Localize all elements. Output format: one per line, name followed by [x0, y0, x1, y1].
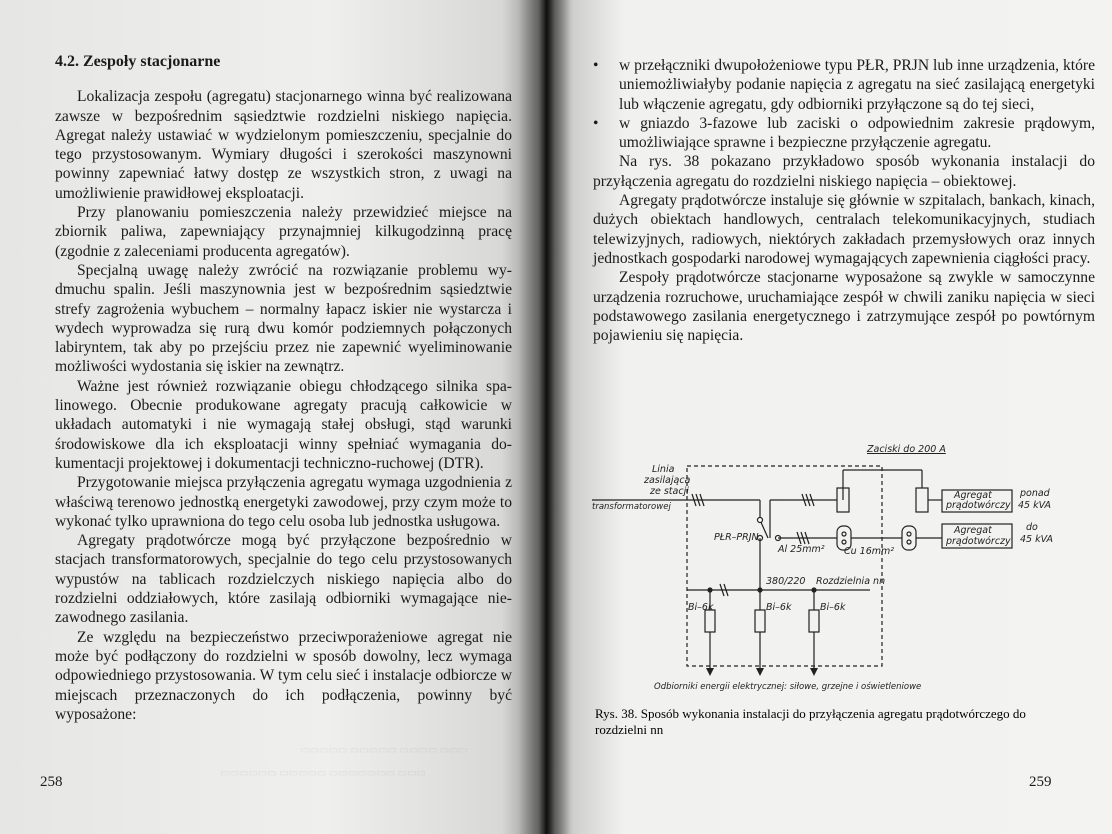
bullet-item: • w przełączniki dwupołożeniowe typu PŁR, PRJN lub inne urządzenia, które uniemożliwiałyby podanie napięcia z agregatu na sieć zasilającą energetyki lub włączenie agregatu, gdy odbiorniki przyłączone są do tej sieci, [593, 57, 1095, 113]
section-heading: 4.2. Zespoły stacjonarne [55, 53, 221, 70]
paragraph: Przygotowanie miejsca przyłączenia agregatu wymaga uzgodnienia z właściwą terenowo jednostką energetyki zawodowej, przy czym może to wykonać tylko uprawniona do tego celu osoba lub jednostka usługowa. [55, 474, 512, 530]
label-agregat-2a: Agregat [954, 525, 992, 536]
paragraph: Ze względu na bezpieczeństwo przeciwporażeniowe agregat nie może być podłączony do rozdzielni w sposób dowolny, lecz wymaga odpowiedniego przystosowania. W tym celu sieć i instalacje odbiorcze w miejscach przeznaczonych do ich podłączenia, powinny być wyposażone: [55, 628, 512, 723]
bullet-dot-icon: • [593, 57, 599, 74]
paragraph: Agregaty prądotwórcze mogą być przyłączone bezpośrednio w stacjach transformatorowych, specjalnie do tego celu przystosowanych wypustów na tablicach rozdzielczych niskiego napięcia albo do rozdzielni oddziałowych, które zasilają odbiorniki wymagające niezawodnego zasilania. [55, 532, 512, 627]
wiring-diagram [592, 442, 1052, 707]
right-page-text [593, 56, 1095, 345]
label-voltage: 380/220 [766, 576, 806, 587]
label-do: do [1026, 522, 1038, 533]
label-transformatorowej: transformatorowej [592, 502, 671, 512]
label-fuse-3: Bi–6k [820, 602, 846, 613]
left-page-text [55, 52, 512, 724]
label-fuse-2: Bi–6k [766, 602, 792, 613]
label-kva-2: 45 kVA [1020, 534, 1053, 545]
label-agregat-2b: prądotwórczy [946, 536, 1011, 547]
bullet-dot-icon: • [593, 114, 599, 132]
left-page: ▭▭▭▭▭ ▭▭▭▭▭ ▭▭▭▭ ▭▭▭ ▭▭▭▭▭▭ ▭▭▭▭▭ ▭▭▭▭▭▭▭ ▭▭▭ 4.2. Zespoły stacjonarne Lokalizacja zespołu (agregatu) stacjonarnego winna być realizowana zawsze w bezpośrednim sąsiedztwie rozdzielni niskiego napięcia. Agregat należy ustawiać w wydzielonym pomieszczeniu, specjalnie do tego przystosowanym. Wymiary długości i szerokości maszynowni powinny zapewniać łatwy dostęp ze wszystkich stron, z uwagi na umożliwienie prawidłowej eksploatacji. Przy planowaniu pomieszczenia należy przewidzieć miejsce na zbiornik paliwa, zapewniający przynajmniej kilkugodzinną pracę (zgodnie z zaleceniami producenta agregatów). Specjalną uwagę należy zwrócić na rozwiązanie problemu wydmuchu spalin. Jeśli maszynownia jest w bezpośrednim sąsiedztwie strefy zagrożenia wybuchem – normalny łapacz iskier nie wystarcza i wydech wyprowadza się rurą dwu komór podziemnych połączonych labiryntem, tak aby po przejściu przez nie zapewnić wyeliminowanie możliwości wydostania się iskier na zewnątrz. Ważne jest również rozwiązanie obiegu chłodzącego silnika spalinowego. Obecnie produkowane agregaty pracują całkowicie w układach automatyki i nie wymagają stałej obsługi, stąd warunki środowiskowe dla ich eksploatacji winny spełniać wymagania dokumentacji projektowej i dokumentacji techniczno-ruchowej (DTR). Przygotowanie miejsca przyłączenia agregatu wymaga uzgodnienia z właściwą terenowo jednostką energetyki zawodowej, przy czym może to wykonać tylko uprawniona do tego celu osoba lub jednostka usługowa. Agregaty prądotwórcze mogą być przyłączone bezpośrednio w stacjach transformatorowych, specjalnie do tego celu przystosowanych wypustów na tablicach rozdzielczych niskiego napięcia albo do rozdzielni oddziałowych, które zasilają odbiorniki wymagające niezawodnego zasilania. Ze względu na bezpieczeństwo przeciwporażeniowe agregat nie może być podłączony do rozdzielni w sposób dowolny, lecz wymaga odpowiedniego przystosowania. W tym celu sieć i instalacje odbiorcze w miejscach przeznaczonych do ich podłączenia, powinny być wyposażone: 258 [0, 0, 545, 834]
label-agregat-1a: Agregat [954, 490, 992, 501]
label-zasilajaca: zasilająca [644, 475, 691, 486]
label-rozdzielnia: Rozdzielnia nn [816, 576, 886, 587]
label-linia: Linia [652, 464, 675, 475]
label-odbiorniki: Odbiorniki energii elektrycznej: siłowe, grzejne i oświetleniowe [654, 682, 922, 692]
label-zaciski: Zaciski do 200 A [867, 444, 946, 455]
paragraph: Agregaty prądotwórcze instaluje się głównie w szpitalach, bankach, kinach, dużych obiektach handlowych, centralach telekomunikacyjnych, studiach telewizyjnych, radiowych, niektórych zakładach przemysłowych oraz innych jednostkach gospodarki narodowej wymagających zapewnienia ciągłości pracy. [593, 192, 1095, 267]
paragraph: Zespoły prądotwórcze stacjonarne wyposażone są zwykle w samoczynne urządzenia rozruchowe, uruchamiające zespół w chwili zaniku napięcia w sieci podstawowego zasilania energetycznego i zatrzymujące zespół po powtórnym pojawieniu się napięcia. [593, 269, 1095, 345]
page-number-right: 259 [1029, 774, 1052, 790]
label-ponad: ponad [1020, 488, 1050, 499]
paragraph: Ważne jest również rozwiązanie obiegu chłodzącego silnika spalinowego. Obecnie produkowane agregaty pracują całkowicie w układach automatyki i nie wymagają stałej obsługi, stąd warunki środowiskowe dla ich eksploatacji winny spełniać wymagania dokumentacji projektowej i dokumentacji techniczno-ruchowej (DTR). [55, 377, 512, 472]
label-al: Al 25mm² [778, 544, 825, 555]
label-cu: Cu 16mm² [844, 546, 895, 557]
paragraph: Przy planowaniu pomieszczenia należy przewidzieć miejsce na zbiornik paliwa, zapewniający przynajmniej kilkugodzinną pracę (zgodnie z zaleceniami producenta agregatów). [55, 204, 512, 260]
label-fuse-1: Bi–6k [688, 602, 714, 613]
bullet-item: • w gniazdo 3-fazowe lub zaciski o odpowiednim zakresie prądowym, umożliwiające sprawne i bezpieczne przyłączenie agregatu. [593, 114, 1095, 152]
label-agregat-1b: prądotwórczy [946, 500, 1011, 511]
paragraph: Specjalną uwagę należy zwrócić na rozwiązanie problemu wydmuchu spalin. Jeśli maszynownia jest w bezpośrednim sąsiedztwie strefy zagrożenia wybuchem – normalny łapacz iskier nie wystarcza i wydech wyprowadza się rurą dwu komór podziemnych połączonych labiryntem, tak aby po przejściu przez nie zapewnić wyeliminowanie możliwości wydostania się iskier na zewnątrz. [55, 261, 512, 376]
figure-caption: Rys. 38. Sposób wykonania instalacji do przyłączenia agregatu prądotwórczego do rozdzielni nn [595, 706, 1026, 737]
label-ze-stacji: ze stacji [650, 486, 689, 497]
bullet-list [593, 56, 1095, 152]
paragraph: Lokalizacja zespołu (agregatu) stacjonarnego winna być realizowana zawsze w bezpośrednim sąsiedztwie rozdzielni niskiego napięcia. Agregat należy ustawiać w wydzielonym pomieszczeniu, specjalnie do tego przystosowanym. Wymiary długości i szerokości maszynowni powinny zapewniać łatwy dostęp ze wszystkich stron, z uwagi na umożliwienie prawidłowej eksploatacji. [55, 88, 512, 202]
page-number-left: 258 [40, 774, 63, 790]
paragraph: Na rys. 38 pokazano przykładowo sposób wykonania instalacji do przyłączenia agregatu do rozdzielni niskiego napięcia – obiektowej. [593, 153, 1095, 190]
label-kva-1: 45 kVA [1018, 500, 1051, 511]
label-plr: PŁR–PRJN [714, 532, 759, 543]
book-gutter [518, 0, 570, 834]
